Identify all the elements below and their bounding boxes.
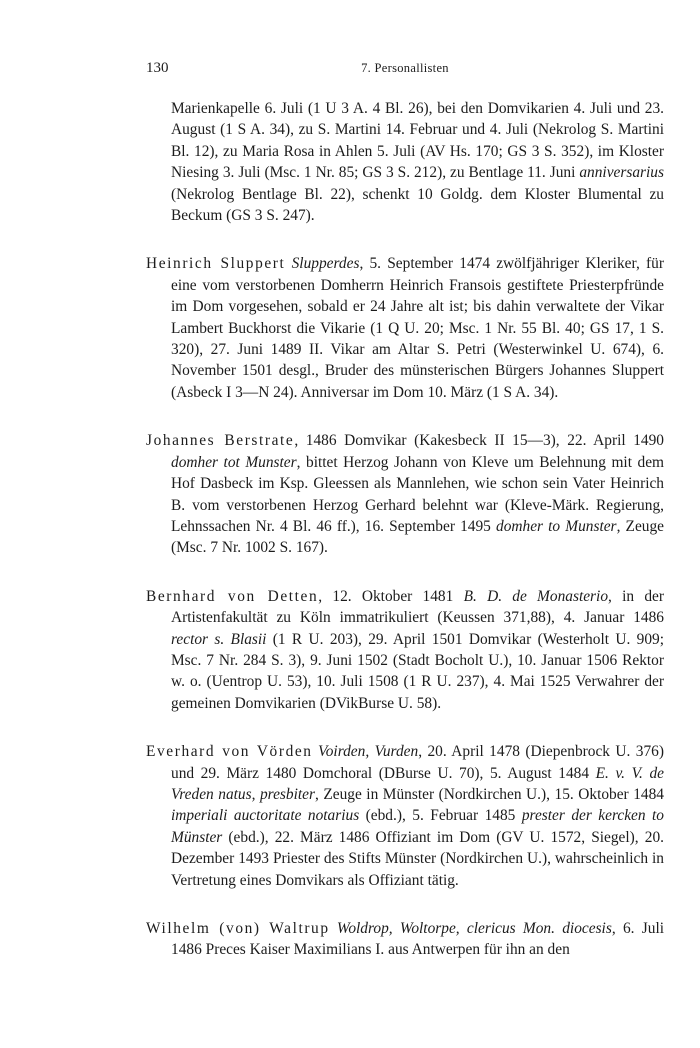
entry-text: (Nekrolog Bentlage Bl. 22), schenkt 10 Goldg. dem Kloster Blumental zu Beckum (GS 3 S. 247). xyxy=(171,185,664,225)
entry-text xyxy=(330,920,337,937)
entry-heinrich-sluppert xyxy=(146,253,664,403)
entry-list xyxy=(146,98,664,988)
italic-quotation: anniversarius xyxy=(579,164,664,182)
italic-quotation: domher tot Munster xyxy=(171,453,297,471)
entry-text: , 5. September 1474 zwölfjähriger Kleriker, für eine vom verstorbenen Domherrn Heinrich Fransois gestiftete Priesterpfründe im Dom vorgesehen, sobald er 24 Jahre alt ist; bis dahin verwaltete der Vikar Lambert Buckhorst die Vikarie (1 Q U. 20; Msc. 1 Nr. 55 Bl. 40; GS 17, 1 S. 320), 27. Juni 1489 II. Vikar am Altar S. Petri (Westerwinkel U. 674), 6. November 1501 desgl., Bruder des münsterischen Bürgers Johannes Sluppert (Asbeck I 3—N 24). Anniversar im Dom 10. März (1 S A. 34). xyxy=(171,255,664,401)
person-name: Bernhard von Detten xyxy=(146,587,319,605)
italic-quotation: imperiali auctoritate notarius xyxy=(171,807,360,825)
person-name: Wilhelm (von) Waltrup xyxy=(146,920,330,937)
italic-quotation: prester der kercken to Münster xyxy=(171,807,664,846)
entry-wilhelm-von-waltrup xyxy=(146,918,664,961)
entry-text: , 1486 Domvikar (Kakesbeck II 15—3), 22. April 1490 xyxy=(294,432,665,450)
running-head xyxy=(146,60,664,80)
italic-quotation: Woldrop, Woltorpe, clericus Mon. diocesis xyxy=(336,920,612,937)
entry-text: , Zeuge (Msc. 7 Nr. 1002 S. 167). xyxy=(171,517,664,557)
italic-quotation: Slupperdes xyxy=(291,255,360,273)
entry-text: Marienkapelle 6. Juli (1 U 3 A. 4 Bl. 26), bei den Domvikarien 4. Juli und 23. August (1 S A. 34), zu S. Martini 14. Februar und 4. Juli (Nekrolog S. Martini Bl. 12), zu Maria Rosa in Ahlen 5. Juli (AV Hs. 170; GS 3 S. 352), im Kloster Niesing 3. Juli (Msc. 1 Nr. 85; GS 3 S. 212), zu Bentlage 11. Juni xyxy=(171,100,664,182)
entry-text: (1 R U. 203), 29. April 1501 Domvikar (Westerholt U. 909; Msc. 7 Nr. 284 S. 3), 9. Juni 1502 (Stadt Bocholt U.), 10. Januar 1506 Rektor w. o. (Uentrop U. 53), 10. Juli 1508 (1 R U. 237), 4. Mai 1525 Verwahrer der gemeinen Domvikarien (DVikBurse U. 58). xyxy=(171,630,664,712)
entry-text: , Zeuge in Münster (Nordkirchen U.), 15. Oktober 1484 xyxy=(314,785,664,803)
entry-johannes-berstrate xyxy=(146,430,664,558)
italic-quotation: E. v. V. de Vreden natus, presbiter xyxy=(171,764,664,803)
entry-text: , in der Artistenfakultät zu Köln immatrikuliert (Keussen 371,88), 4. Januar 1486 xyxy=(171,587,664,627)
entry-continued xyxy=(146,98,664,226)
entry-text: , 6. Juli 1486 Preces Kaiser Maximilians I. aus Antwerpen für ihn an den xyxy=(171,920,665,959)
italic-quotation: B. D. de Monasterio xyxy=(463,587,609,605)
person-name: Johannes Berstrate xyxy=(146,432,295,450)
italic-quotation: rector s. Blasii xyxy=(171,630,267,648)
italic-quotation: Voirden, Vurden xyxy=(318,743,419,761)
entry-everhard-von-voerden xyxy=(146,741,664,891)
entry-text: , bittet Herzog Johann von Kleve um Belehnung mit dem Hof Dasbeck im Ksp. Gleessen als Mannlehen, wie schon sein Vater Heinrich B. vom verstorbenen Herzog Gerhard belehnt war (Kleve-Märk. Regierung, Lehnssachen Nr. 4 Bl. 46 ff.), 16. September 1495 xyxy=(171,453,664,535)
italic-quotation: domher to Munster xyxy=(496,517,617,535)
chapter-title: 7. Personallisten xyxy=(361,61,449,75)
entry-text: (ebd.), 22. März 1486 Offiziant im Dom (GV U. 1572, Siegel), 20. Dezember 1493 Priester des Stifts Münster (Nordkirchen U.), wahrscheinlich in Vertretung eines Domvikars als Offiziant tätig. xyxy=(171,828,664,889)
entry-text: , 20. April 1478 (Diepenbrock U. 376) und 29. März 1480 Domchoral (DBurse U. 70), 5. August 1484 xyxy=(171,743,664,782)
person-name: Everhard von Vörden xyxy=(146,743,313,761)
page-number: 130 xyxy=(146,60,169,76)
entry-bernhard-von-detten xyxy=(146,586,664,714)
entry-text: (ebd.), 5. Februar 1485 xyxy=(359,807,522,825)
person-name: Heinrich Sluppert xyxy=(146,255,286,273)
entry-text: , 12. Oktober 1481 xyxy=(318,587,464,605)
